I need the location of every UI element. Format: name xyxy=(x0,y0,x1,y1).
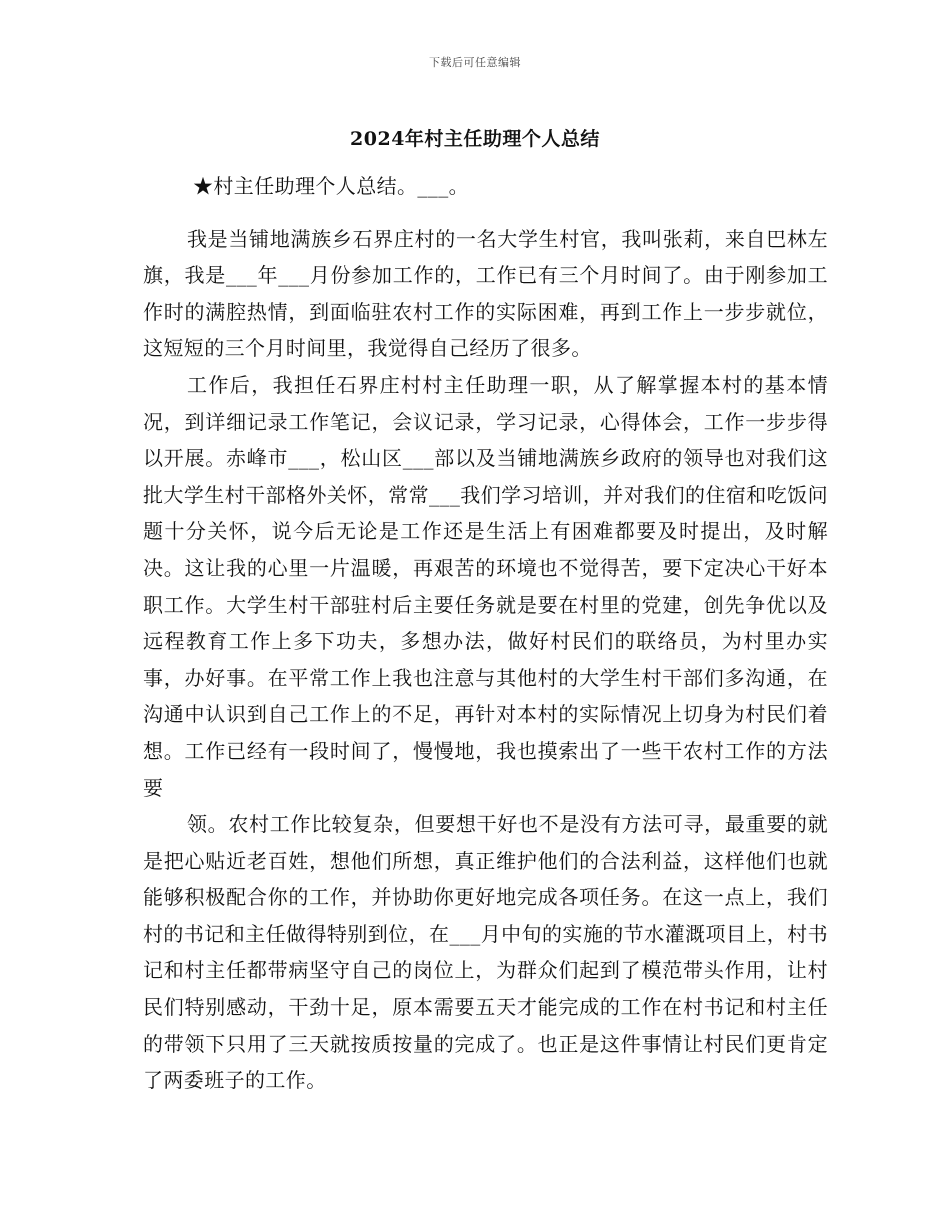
intro-line: ★村主任助理个人总结。___。 xyxy=(193,174,469,198)
paragraph: 领。农村工作比较复杂，但要想干好也不是没有方法可寻，最重要的就是把心贴近老百姓，想他们所想，真正维护他们的合法利益，这样他们也就能够积极配合你的工作，并协助你更好地完成各项任务。在这一点上，我们村的书记和主任做得特别到位，在___月中旬的实施的节水灌溉项目上，村书记和村主任都带病坚守自己的岗位上，为群众们起到了模范带头作用，让村民们特别感动，干劲十足，原本需要五天才能完成的工作在村书记和村主任的带领下只用了三天就按质按量的完成了。也正是这件事情让村民们更肯定了两委班子的工作。 xyxy=(143,812,828,1093)
document-body xyxy=(143,168,828,1099)
document-title: 2024年村主任助理个人总结 xyxy=(350,128,600,150)
paragraph: 我是当铺地满族乡石界庄村的一名大学生村官，我叫张莉，来自巴林左旗，我是___年___月份参加工作的，工作已有三个月时间了。由于刚参加工作时的满腔热情，到面临驻农村工作的实际困难，再到工作上一步步就位，这短短的三个月时间里，我觉得自己经历了很多。 xyxy=(143,226,828,361)
page-header-note: 下载后可任意编辑 xyxy=(429,56,521,69)
paragraph: 工作后，我担任石界庄村村主任助理一职，从了解掌握本村的基本情况，到详细记录工作笔记，会议记录，学习记录，心得体会，工作一步步得以开展。赤峰市___，松山区___部以及当铺地满族乡政府的领导也对我们这批大学生村干部格外关怀，常常___我们学习培训，并对我们的住宿和吃饭问题十分关怀，说今后无论是工作还是生活上有困难都要及时提出，及时解决。这让我的心里一片温暖，再艰苦的环境也不觉得苦，要下定决心干好本职工作。大学生村干部驻村后主要任务就是要在村里的党建，创先争优以及远程教育工作上多下功夫，多想办法，做好村民们的联络员，为村里办实事，办好事。在平常工作上我也注意与其他村的大学生村干部们多沟通，在沟通中认识到自己工作上的不足，再针对本村的实际情况上切身为村民们着想。工作已经有一段时间了，慢慢地，我也摸索出了一些干农村工作的方法要 xyxy=(143,372,828,800)
